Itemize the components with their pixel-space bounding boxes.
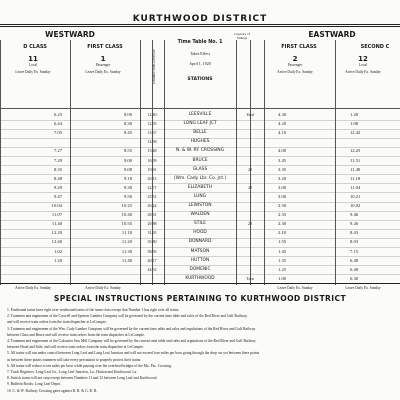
instruction-line: 7. Track Registers: Long Leaf Jct., Long Leaf Junction, La., Hutton and Kurthwood, La. — [7, 370, 138, 374]
time-cell-11: 10.04 — [51, 203, 62, 208]
time-cell-11: 11.07 — [51, 212, 62, 218]
station-name: BRUCE — [192, 157, 208, 163]
eastward-label: EASTWARD — [308, 30, 356, 39]
time-cell-11: 1.20 — [53, 257, 62, 263]
instruction-line: 2. Trainmen and enginemen of the Crowell and Spencer Lumber Company will be governed by the current time table and rules of the Red River and Gulf Railway, — [7, 314, 248, 319]
grid-row-line — [0, 247, 400, 248]
time-cell-2: 4.00 — [278, 148, 287, 154]
time-cell-12: 10.21 — [350, 193, 361, 199]
station-name: WALDEN — [190, 212, 210, 218]
col11-leave-note: Leave Daily Ex. Sunday — [15, 70, 51, 74]
time-cell-12: 12.25 — [350, 148, 361, 154]
instruction-line: between Hood and Stile, and will receive train orders from the train dispatcher at LeCompte. — [7, 345, 144, 350]
time-cell-1: 10.25 — [121, 203, 132, 208]
distance-cell: 40.17 — [147, 257, 157, 263]
time-cell-2: 3.35 — [278, 166, 287, 172]
distance-cell: 29.88 — [147, 221, 157, 227]
station-name: MATSON — [190, 248, 210, 254]
grid-row-line — [0, 156, 400, 157]
distance-cell: 26.24 — [147, 203, 157, 208]
grid-vline — [236, 40, 237, 285]
instruction-line: and will receive train orders from the train dispatcher at LeCompte. — [7, 320, 107, 325]
col2-leave-note: Leave Daily Ex. Sunday — [277, 285, 313, 290]
time-cell-12: 6.30 — [350, 275, 359, 281]
grid-vline — [70, 40, 71, 285]
time-cell-12: 11.18 — [350, 175, 361, 181]
time-cell-2: 4.20 — [278, 121, 287, 127]
distance-cell: 19.91 — [147, 166, 157, 172]
time-cell-2: 2.50 — [278, 203, 287, 208]
time-cell-12: 1.20 — [350, 112, 359, 117]
instruction-line: 9. Bulletin Books: Long Leaf Depot. — [7, 382, 62, 387]
time-cell-11: 1.02 — [53, 248, 62, 254]
time-cell-12: 7.15 — [350, 248, 359, 254]
col12-leave-note: Leave Daily Ex. Sunday — [345, 285, 381, 290]
time-cell-12: 9.46 — [350, 212, 359, 218]
time-cell-1: 11.40 — [121, 257, 132, 263]
capacity-label: Capacity of Sidings — [234, 32, 250, 40]
distance-cell: 13.67 — [147, 130, 157, 136]
grid-row-line — [0, 274, 400, 275]
time-cell-1: 9.30 — [123, 184, 132, 190]
westward-label: WESTWARD — [45, 30, 95, 39]
grid-row-line — [0, 202, 400, 203]
eastward-class-first: FIRST CLASS — [281, 44, 317, 50]
timetable-date: April 1, 1920 — [189, 61, 211, 66]
westward-class-left: D CLASS — [23, 44, 47, 50]
station-name: LEWISTON — [188, 203, 212, 208]
time-cell-12: 11.51 — [350, 157, 361, 163]
grid-vline — [335, 40, 336, 285]
time-cell-12: 8.03 — [350, 239, 359, 245]
col11-no: 11 — [28, 55, 38, 63]
special-instructions-title: SPECIAL INSTRUCTIONS PERTAINING TO KURTHWOOD DISTRICT — [53, 294, 347, 303]
stations-label: STATIONS — [187, 77, 213, 82]
col12-no: 12 — [358, 55, 368, 63]
instruction-line: between Glass and Bruce and will receive train orders from the train dispatcher at LeCompte. — [7, 332, 145, 337]
grid-hline-head — [0, 108, 400, 109]
capacity-cell: 20 — [248, 221, 252, 227]
col11-arrive-note: Arrive Daily Ex. Sunday — [15, 285, 51, 290]
station-name: HOOD — [193, 230, 207, 236]
time-cell-1: 9.18 — [123, 175, 132, 181]
time-cell-1: 11.10 — [121, 230, 132, 236]
grid-row-line — [0, 183, 400, 184]
time-cell-1: 8.00 — [123, 112, 132, 117]
distance-cell: 25.51 — [147, 193, 157, 199]
time-cell-11: 11.40 — [51, 221, 62, 227]
time-cell-2: 3.00 — [278, 184, 287, 190]
grid-row-line — [0, 174, 400, 175]
bottom-rule — [0, 283, 400, 284]
grid-vline — [250, 40, 251, 285]
distance-cell: 12.40 — [147, 112, 157, 117]
grid-vline — [0, 40, 1, 285]
instruction-line: as between these points trainmen will take every precaution to properly protect their trains. — [7, 357, 142, 362]
timetable-heading: Time Table No. 1 — [177, 40, 223, 45]
time-cell-2: 4.10 — [278, 130, 287, 136]
eastward-class-second: SECOND C — [360, 44, 390, 50]
time-cell-1: 9.08 — [123, 166, 132, 172]
grid-row-line — [0, 256, 400, 257]
time-cell-2: 2.30 — [278, 221, 287, 227]
time-cell-11: 12.20 — [51, 230, 62, 236]
instruction-line: 5. All trains will run under control between Long Leaf and Long Leaf Junction and will not exceed four miles per hour going through the drop cut yet between there points — [7, 351, 260, 356]
westward-class-first: FIRST CLASS — [87, 44, 123, 50]
distance-cell: 35.80 — [147, 239, 157, 245]
time-cell-12: 6.48 — [350, 266, 359, 272]
instruction-line: 6. All trains will reduce to ten miles per hour while passing over the overhead bridges of the Mo. Pac. Crossing. — [7, 363, 172, 368]
col1-arrive-note: Arrive Daily Ex. Sunday — [85, 285, 121, 290]
timetable-effect: Takes Effect — [190, 51, 210, 56]
time-cell-11: 9.29 — [53, 184, 62, 190]
page-title: KURTHWOOD DISTRICT — [132, 14, 268, 24]
station-name: KURTHWOOD — [185, 275, 215, 281]
distance-cell: 14.58 — [147, 139, 157, 145]
time-cell-11: 8.48 — [53, 175, 62, 181]
time-cell-11: 9.47 — [53, 193, 62, 199]
instruction-line: 4. Trainmen and enginemen of the Calcasieu Saw Mill Company will be governed by the current time table and rules and regulations of the Red River and Gulf Railway — [7, 339, 256, 343]
station-name: N. & W. RY. CROSSING — [175, 148, 224, 154]
time-cell-2: 3.45 — [278, 157, 287, 163]
time-cell-12: 9.26 — [350, 221, 359, 227]
time-cell-11: 7.05 — [53, 130, 62, 136]
time-cell-1: 9.00 — [123, 157, 132, 163]
time-cell-1: 11.20 — [121, 239, 132, 245]
instruction-line: 10. C. & W. Railway Crossing gates against R. R. & G. R. R. — [7, 388, 98, 393]
station-name: GLASS — [192, 166, 208, 172]
col12-ar-note: Arrive Daily Ex. Sunday — [345, 70, 381, 74]
grid-row-line — [0, 165, 400, 166]
top-rule-2 — [0, 26, 400, 27]
time-cell-2: 2.10 — [278, 230, 287, 236]
capacity-cell: 20 — [248, 184, 252, 190]
col12-kind: Local — [358, 63, 368, 67]
station-name: BELLE — [193, 130, 207, 136]
col1-kind: Passenger — [95, 63, 111, 67]
instruction-line: 8. Switch trains will not stop except between Numbers 11 and 12 between Long Leaf and Kurthwood. — [7, 376, 158, 381]
col1-no: 1 — [100, 55, 106, 63]
time-cell-1: 8.45 — [123, 130, 132, 136]
time-cell-1: 9.50 — [123, 193, 132, 199]
instruction-line: 3. Trainmen and enginemen of the Wm. Cady Lumber Company will be governed by the current time table and rules and regulations of the Red River and Gulf Railway — [7, 326, 256, 331]
grid-row-line — [0, 265, 400, 266]
distance-cell: 44.52 — [147, 266, 157, 272]
top-rule — [0, 24, 400, 25]
col2-ar-note: Arrive Daily Ex. Sunday — [277, 70, 313, 74]
col11-kind: Local — [28, 63, 38, 67]
time-cell-2: 3.00 — [278, 193, 287, 199]
time-cell-1: 11.30 — [121, 248, 132, 254]
time-cell-12: 1.08 — [350, 121, 359, 127]
time-cell-2: 3.20 — [278, 175, 287, 181]
distance-cell: 12.93 — [147, 121, 157, 127]
station-name: STILE — [194, 221, 206, 227]
distance-cell: 20.13 — [147, 175, 157, 181]
time-cell-12: 11.40 — [350, 166, 361, 172]
time-cell-12: 6.48 — [350, 257, 359, 263]
time-cell-11: 7.27 — [53, 148, 62, 154]
station-name: HUTTON — [190, 257, 210, 263]
station-name: (Wm. Cady Lbr. Co. Jct.) — [173, 175, 227, 181]
time-cell-11: 8.35 — [53, 166, 62, 172]
time-cell-12: 8.43 — [350, 230, 359, 236]
time-cell-1: 10.55 — [121, 221, 132, 227]
distance-label: Distance from Leesville — [152, 49, 156, 84]
time-cell-1: 8.30 — [123, 121, 132, 127]
grid-vline — [264, 40, 265, 285]
station-name: HUGHES — [190, 139, 210, 145]
capacity-cell: Turn — [246, 275, 254, 281]
distance-cell: 31.65 — [147, 230, 157, 236]
station-name: LUNG — [193, 193, 207, 199]
time-cell-12: 11.04 — [350, 184, 361, 190]
station-name: DOMENIC — [189, 266, 211, 272]
time-cell-2: 2.35 — [278, 212, 287, 218]
station-name: DONNARD — [188, 239, 212, 245]
time-cell-12: 10.02 — [350, 203, 361, 208]
time-cell-12: 12.42 — [350, 130, 361, 136]
time-cell-2: 1.45 — [278, 248, 287, 254]
distance-cell: 15.48 — [147, 148, 157, 154]
station-name: ELIZABETH — [187, 184, 213, 190]
station-name: LEESVILLE — [188, 112, 212, 117]
time-cell-2: 1.35 — [278, 257, 287, 263]
distance-cell: 16.59 — [147, 157, 157, 163]
time-cell-11: 12.40 — [51, 239, 62, 245]
time-cell-1: 8.55 — [123, 148, 132, 154]
capacity-cell: Yard — [246, 112, 254, 117]
distance-cell: 22.71 — [147, 184, 157, 190]
time-cell-11: 6.44 — [53, 121, 62, 127]
time-cell-2: 4.30 — [278, 112, 287, 117]
capacity-cell: 20 — [248, 166, 252, 172]
time-cell-2: 1.55 — [278, 239, 287, 245]
col2-kind: Passenger — [287, 63, 303, 67]
instruction-line: 1. Eastbound trains have right over westbound trains of the same class except that Number 1 has right over all trains. — [7, 308, 180, 312]
distance-cell: 38.95 — [147, 248, 157, 254]
grid-row-line — [0, 192, 400, 193]
distance-cell: 28.31 — [147, 212, 157, 218]
time-cell-1: 10.40 — [121, 212, 132, 218]
time-cell-11: 6.25 — [53, 112, 62, 117]
col2-no: 2 — [292, 55, 298, 63]
time-cell-2: 1.25 — [278, 266, 287, 272]
station-name: LONG LEAF JCT — [183, 121, 217, 127]
col1-leave-note: Leave Daily Ex. Sunday — [85, 70, 121, 74]
time-cell-11: 7.29 — [53, 157, 62, 163]
time-cell-2: 1.00 — [278, 275, 287, 281]
